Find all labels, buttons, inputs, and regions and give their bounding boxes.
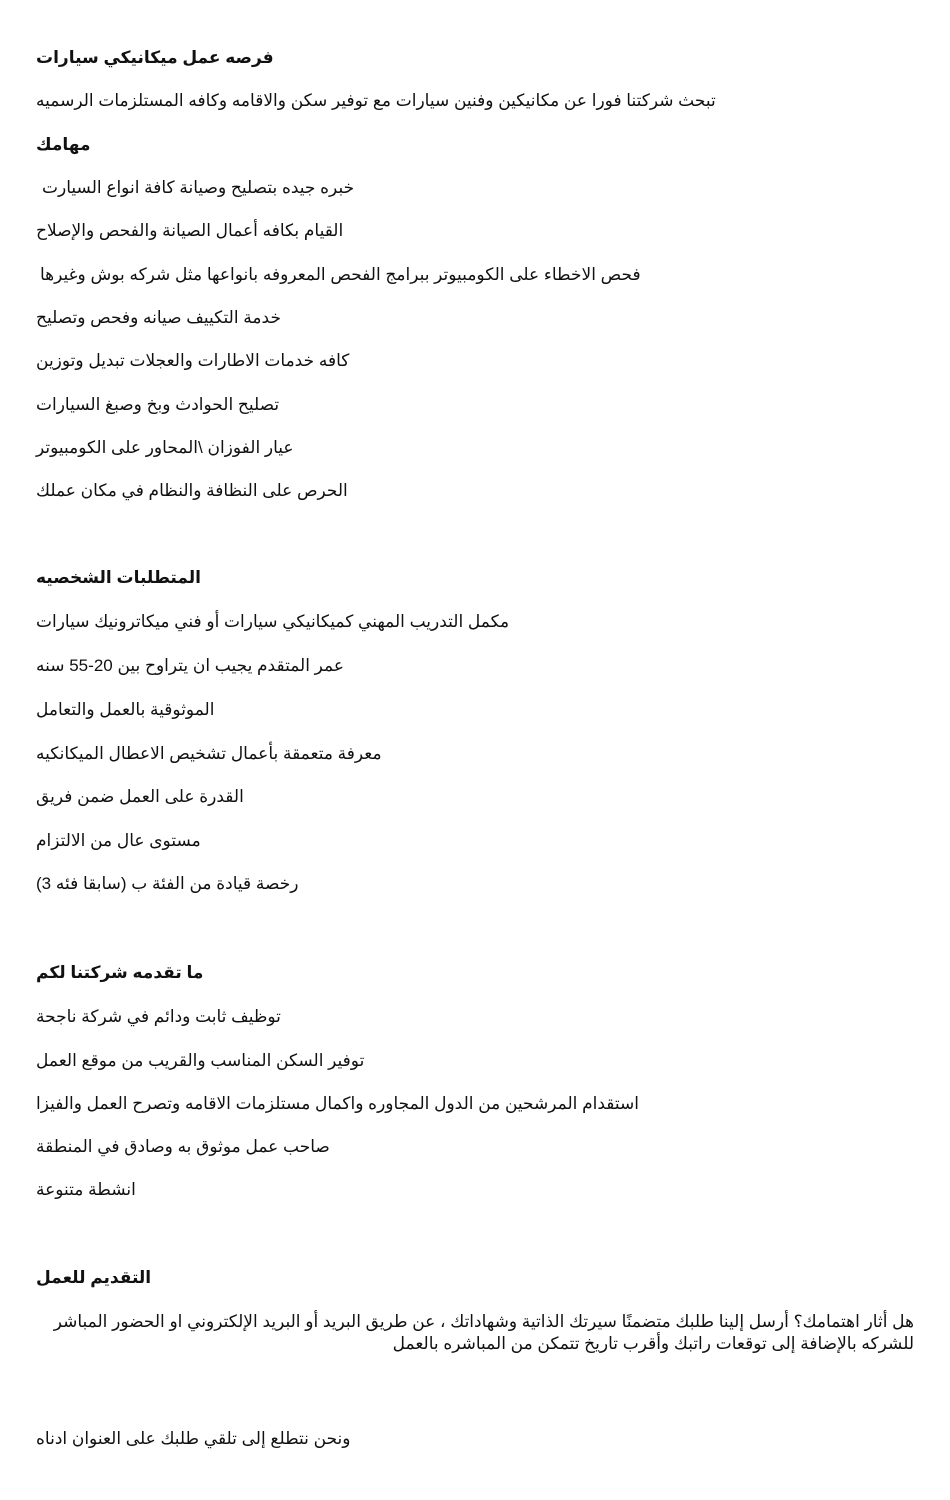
offer-item: انشطة متنوعة [36,1180,136,1199]
task-item: خدمة التكييف صيانه وفحص وتصليح [36,308,281,327]
closing-text: ونحن نتطلع إلى تلقي طلبك على العنوان ادناه [36,1429,351,1448]
requirement-item: القدرة على العمل ضمن فريق [36,787,244,806]
apply-paragraph: هل أثار اهتمامك؟ أرسل إلينا طلبك متضمنًا سيرتك الذاتية وشهاداتك ، عن طريق البريد أو البريد الإلكتروني او الحضور المباشر للشركه بالإضافة إلى توقعات راتبك وأقرب تاريخ تتمكن من المباشره بالعمل [53,1312,914,1353]
offer-item: استقدام المرشحين من الدول المجاوره واكمال مستلزمات الاقامه وتصرح العمل والفيزا [36,1094,639,1113]
offer-item: توظيف ثابت ودائم في شركة ناجحة [36,1007,281,1026]
offer-heading: ما تقدمه شركتنا لكم [36,963,204,982]
task-item: عيار الفوزان \المحاور على الكومبيوتر [36,438,294,457]
tasks-heading: مهامك [36,135,91,154]
requirement-item: الموثوقية بالعمل والتعامل [36,700,215,719]
requirement-item: رخصة قيادة من الفئة ب (سابقا فئه 3) [36,874,299,893]
requirement-item: مستوى عال من الالتزام [36,831,201,850]
apply-heading: التقديم للعمل [36,1268,152,1287]
task-item: الحرص على النظافة والنظام في مكان عملك [36,481,348,500]
requirement-item: مكمل التدريب المهني كميكانيكي سيارات أو فني ميكاترونيك سيارات [36,612,510,631]
offer-item: صاحب عمل موثوق به وصادق في المنطقة [36,1137,330,1156]
task-item: فحص الاخطاء على الكومبيوتر ببرامج الفحص المعروفه بانواعها مثل شركه بوش وغيرها [40,265,641,284]
document-title: فرصه عمل ميكانيكي سيارات [36,48,274,67]
task-item: كافه خدمات الاطارات والعجلات تبديل وتوزين [36,351,350,370]
requirements-heading: المتطلبات الشخصيه [36,568,201,587]
task-item: خبره جيده بتصليح وصيانة كافة انواع السيارت [42,178,355,197]
job-posting-document [36,0,914,1500]
requirement-item: عمر المتقدم يجيب ان يتراوح بين 20-55 سنه [36,656,345,675]
task-item: تصليح الحوادث وبخ وصبغ السيارات [36,395,280,414]
requirement-item: معرفة متعمقة بأعمال تشخيص الاعطال الميكانكيه [36,744,382,763]
offer-item: توفير السكن المناسب والقريب من موقع العمل [36,1051,365,1070]
intro-text: تبحث شركتنا فورا عن مكانيكين وفنين سيارات مع توفير سكن والاقامه وكافه المستلزمات الرسميه [36,91,716,110]
task-item: القيام بكافه أعمال الصيانة والفحص والإصلاح [36,221,344,240]
